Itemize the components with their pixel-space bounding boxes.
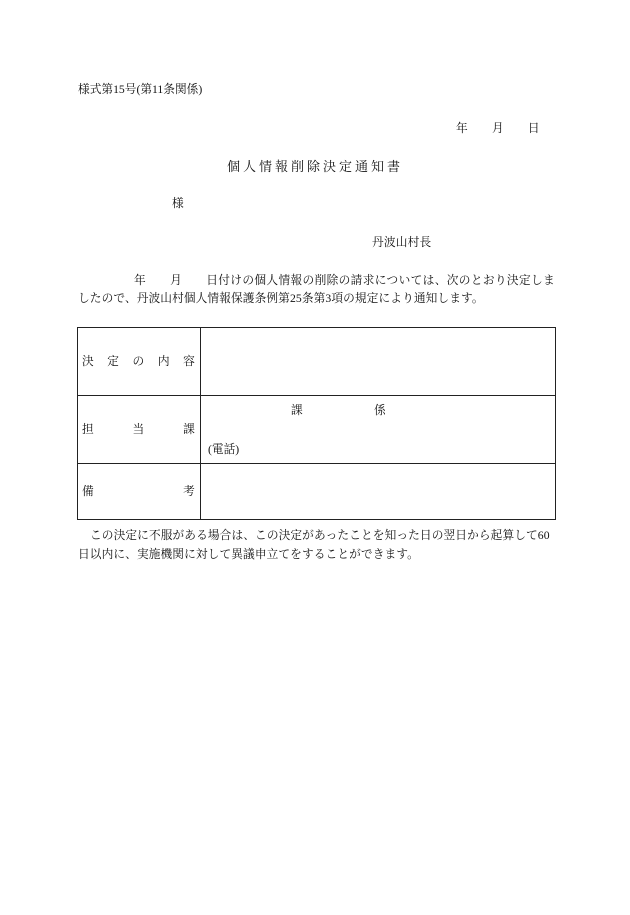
body-text-line-2: したので、丹波山村個人情報保護条例第25条第3項の規定により通知します。 bbox=[78, 292, 484, 305]
table-row-decision-content bbox=[78, 328, 555, 396]
document-title: 個人情報削除決定通知書 bbox=[227, 159, 404, 174]
decision-content-label: 決 定 の 内 容 bbox=[78, 328, 201, 395]
responsible-section-cell bbox=[201, 396, 555, 463]
issuer-name: 丹波山村長 bbox=[372, 236, 432, 249]
addressee-suffix: 様 bbox=[172, 197, 184, 210]
appeal-notice-line-1: この決定に不服がある場合は、この決定があったことを知った日の翌日から起算して60 bbox=[90, 529, 550, 542]
body-text-line-1: 年 月 日付けの個人情報の削除の請求については、次のとおり決定しま bbox=[134, 274, 556, 287]
decision-content-cell bbox=[201, 328, 555, 395]
decision-table bbox=[77, 327, 556, 520]
unit-suffix-label: 係 bbox=[374, 404, 386, 417]
table-row-responsible-section bbox=[78, 396, 555, 464]
appeal-notice-line-2: 日以内に、実施機関に対して異議申立てをすることができます。 bbox=[78, 548, 419, 561]
remarks-label: 備 考 bbox=[78, 464, 201, 519]
form-number: 様式第15号(第11条関係) bbox=[78, 83, 203, 96]
issue-date-line: 年 月 日 bbox=[456, 122, 540, 135]
responsible-section-label: 担 当 課 bbox=[78, 396, 201, 463]
section-suffix-label: 課 bbox=[291, 404, 303, 417]
remarks-cell bbox=[201, 464, 555, 519]
table-row-remarks bbox=[78, 464, 555, 519]
phone-label: (電話) bbox=[208, 443, 240, 456]
